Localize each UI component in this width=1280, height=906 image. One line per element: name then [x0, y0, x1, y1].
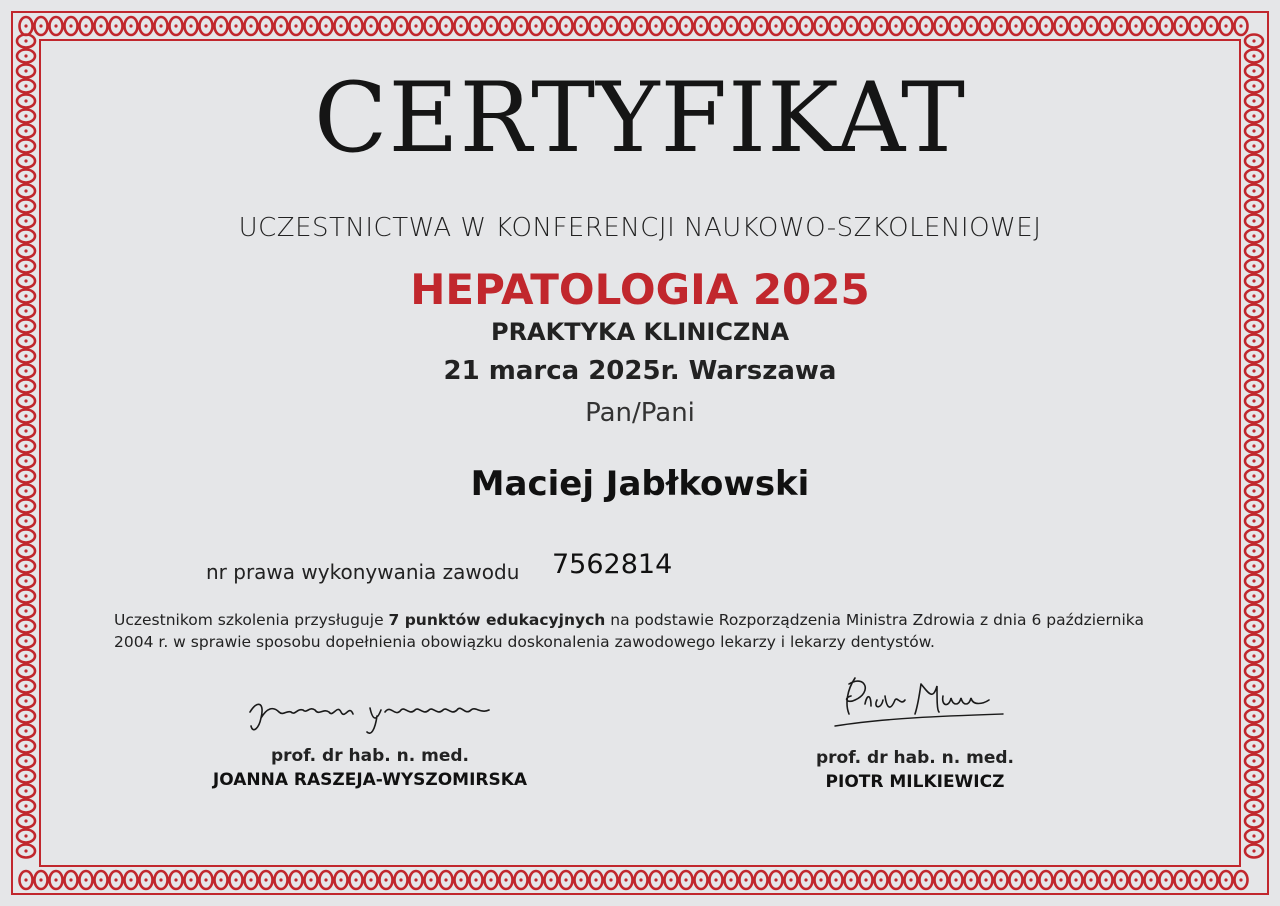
event-name: HEPATOLOGIA 2025 — [410, 265, 870, 314]
points-bold: 7 punktów edukacyjnych — [388, 611, 606, 629]
signatory-left-name: JOANNA RASZEJA-WYSZOMIRSKA — [212, 770, 528, 790]
signatory-left-title: prof. dr hab. n. med. — [270, 746, 469, 766]
points-statement — [114, 609, 1174, 653]
signatory-left — [200, 690, 540, 790]
signature-left-icon — [245, 690, 495, 742]
certificate-title: CERTYFIKAT — [314, 62, 966, 174]
event-date-place: 21 marca 2025r. Warszawa — [443, 356, 837, 386]
salutation: Pan/Pani — [585, 398, 695, 428]
event-subtitle: PRAKTYKA KLINICZNA — [490, 318, 790, 346]
participant-name: Maciej Jabłkowski — [470, 464, 810, 504]
signatory-right-name: PIOTR MILKIEWICZ — [825, 772, 1005, 792]
license-number: 7562814 — [552, 549, 673, 580]
license-label: nr prawa wykonywania zawodu — [206, 560, 520, 584]
certificate-subtitle: UCZESTNICTWA W KONFERENCJI NAUKOWO-SZKOLENIOWEJ — [238, 213, 1042, 243]
signatory-right-title: prof. dr hab. n. med. — [815, 748, 1014, 768]
signatory-right — [790, 670, 1040, 792]
points-text-after: na podstawie Rozporządzenia Ministra Zdrowia z dnia 6 października 2004 r. w sprawie sposobu dopełnienia obowiązku doskonalenia zawodowego lekarzy i lekarzy dentystów. — [114, 611, 1144, 651]
points-text-before: Uczestnikom szkolenia przysługuje — [114, 611, 389, 629]
signature-right-icon — [825, 670, 1005, 744]
